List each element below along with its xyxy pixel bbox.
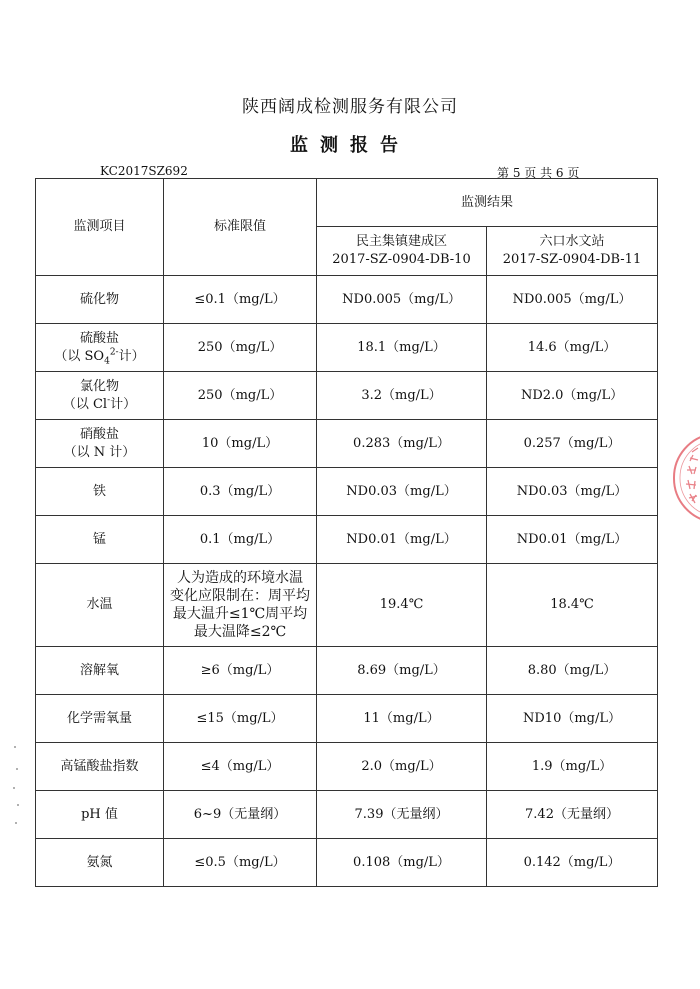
result-cell: 2.0（mg/L） [317, 743, 487, 791]
standard-cell: 0.1（mg/L） [164, 516, 317, 564]
seal-stamp-partial [672, 432, 700, 524]
table-row [36, 647, 658, 695]
note-text: （以 Cl [62, 396, 108, 412]
table-row [36, 743, 658, 791]
site-name: 民主集镇建成区 [355, 234, 447, 249]
item-name: 硫酸盐 [79, 330, 119, 346]
item-note [38, 396, 161, 414]
report-number: KC2017SZ692 [100, 164, 188, 178]
note-superscript: 2- [109, 347, 119, 358]
result-cell: 1.9（mg/L） [487, 743, 658, 791]
table-row [36, 324, 658, 372]
table-row [36, 839, 658, 887]
table-row [36, 372, 658, 420]
item-cell: 锰 [36, 516, 164, 564]
item-name: 氯化物 [79, 378, 119, 394]
table-row [36, 420, 658, 468]
table-row [36, 695, 658, 743]
note-text: 计） [118, 348, 145, 364]
table-row [36, 516, 658, 564]
item-cell: 化学需氧量 [36, 695, 164, 743]
result-cell: 11（mg/L） [317, 695, 487, 743]
result-cell: 7.42（无量纲） [487, 791, 658, 839]
standard-cell: 6~9（无量纲） [164, 791, 317, 839]
site-header [317, 227, 487, 276]
result-cell: 3.2（mg/L） [317, 372, 487, 420]
standard-line: 最大温降≤2℃ [193, 624, 287, 640]
item-cell [36, 324, 164, 372]
result-cell: 19.4℃ [317, 564, 487, 647]
result-cell: 18.1（mg/L） [317, 324, 487, 372]
header-item: 监测项目 [36, 179, 164, 276]
header-results: 监测结果 [317, 179, 658, 227]
result-cell: ND0.01（mg/L） [487, 516, 658, 564]
site-name: 六口水文站 [539, 234, 605, 249]
result-cell: ND0.005（mg/L） [317, 276, 487, 324]
result-cell: 7.39（无量纲） [317, 791, 487, 839]
item-note [38, 348, 161, 366]
standard-line: 变化应限制在：周平均 [170, 588, 310, 604]
note-text: （以 SO [54, 348, 105, 364]
result-cell: ND2.0（mg/L） [487, 372, 658, 420]
standard-cell: ≤4（mg/L） [164, 743, 317, 791]
site-code: 2017-SZ-0904-DB-11 [502, 252, 642, 267]
standard-cell: 10（mg/L） [164, 420, 317, 468]
scan-speck [13, 787, 15, 789]
result-cell: 0.108（mg/L） [317, 839, 487, 887]
header-standard: 标准限值 [164, 179, 317, 276]
scan-speck [16, 768, 18, 770]
result-cell: 8.69（mg/L） [317, 647, 487, 695]
item-cell: 高锰酸盐指数 [36, 743, 164, 791]
scan-speck [17, 804, 19, 806]
result-cell: 0.142（mg/L） [487, 839, 658, 887]
result-cell: ND0.03（mg/L） [317, 468, 487, 516]
result-cell: 14.6（mg/L） [487, 324, 658, 372]
table-row [36, 564, 658, 647]
site-code: 2017-SZ-0904-DB-10 [332, 252, 471, 267]
item-cell [36, 420, 164, 468]
result-cell: ND0.01（mg/L） [317, 516, 487, 564]
note-superscript: - [107, 395, 111, 406]
result-cell: ND10（mg/L） [487, 695, 658, 743]
result-cell: 18.4℃ [487, 564, 658, 647]
standard-cell: ≥6（mg/L） [164, 647, 317, 695]
standard-cell [164, 564, 317, 647]
report-title: 监测报告 [290, 135, 410, 156]
note-subscript: 4 [104, 356, 110, 367]
monitoring-table [35, 178, 658, 887]
item-cell: 铁 [36, 468, 164, 516]
note-text: 计） [110, 396, 137, 412]
standard-cell: 250（mg/L） [164, 324, 317, 372]
standard-cell: ≤0.1（mg/L） [164, 276, 317, 324]
item-note: （以 N 计） [63, 444, 136, 460]
result-cell: 0.283（mg/L） [317, 420, 487, 468]
scan-speck [14, 746, 16, 748]
table-row [36, 276, 658, 324]
item-cell: 氨氮 [36, 839, 164, 887]
standard-cell: 0.3（mg/L） [164, 468, 317, 516]
result-cell: 8.80（mg/L） [487, 647, 658, 695]
table-header-row [36, 179, 658, 227]
item-cell [36, 372, 164, 420]
result-cell: ND0.005（mg/L） [487, 276, 658, 324]
item-name: 硝酸盐 [79, 426, 119, 442]
standard-cell: ≤15（mg/L） [164, 695, 317, 743]
standard-cell: 250（mg/L） [164, 372, 317, 420]
standard-cell: ≤0.5（mg/L） [164, 839, 317, 887]
table-row [36, 468, 658, 516]
scan-speck [15, 822, 17, 824]
site-header [487, 227, 658, 276]
standard-line: 最大温升≤1℃周平均 [172, 606, 308, 622]
item-cell: pH 值 [36, 791, 164, 839]
standard-line: 人为造成的环境水温 [177, 570, 303, 586]
result-cell: 0.257（mg/L） [487, 420, 658, 468]
item-cell: 水温 [36, 564, 164, 647]
item-cell: 硫化物 [36, 276, 164, 324]
result-cell: ND0.03（mg/L） [487, 468, 658, 516]
item-cell: 溶解氧 [36, 647, 164, 695]
company-name: 陕西阔成检测服务有限公司 [242, 97, 458, 117]
table-row [36, 791, 658, 839]
page-info: 第 5 页 共 6 页 [497, 166, 580, 180]
